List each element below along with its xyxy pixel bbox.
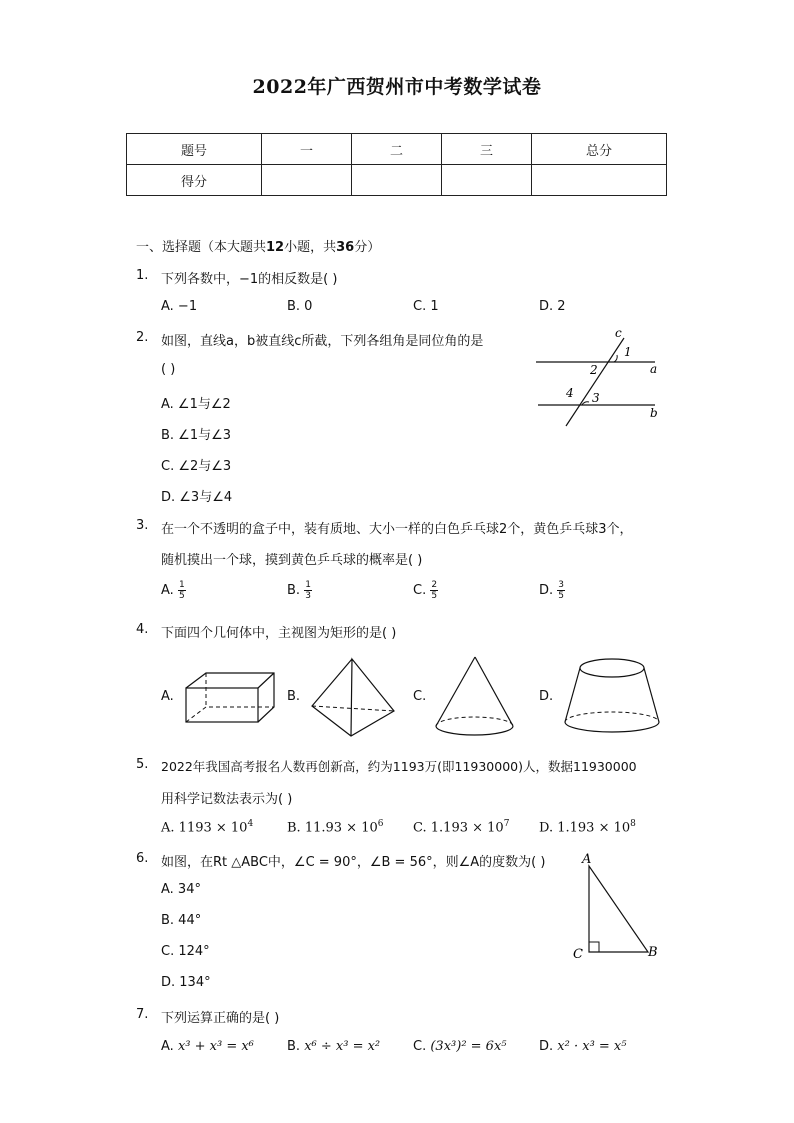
question-number: 6. — [136, 851, 149, 866]
angle-1-arc — [614, 355, 617, 362]
option-label: C. — [413, 583, 427, 598]
fraction-numerator: 3 — [558, 580, 565, 590]
question-number: 3. — [136, 518, 149, 533]
section-points: 36 — [336, 240, 355, 255]
option-expression: x³ + x³ = x⁶ — [177, 1039, 254, 1054]
table-cell — [442, 165, 532, 196]
question-text: 下列各数中，−1的相反数是( ) — [161, 272, 338, 287]
question-text-cont: 随机摸出一个球，摸到黄色乒乓球的概率是( ) — [161, 553, 423, 568]
table-cell: 二 — [352, 134, 442, 165]
table-cell — [262, 165, 352, 196]
section-prefix: 一、选择题（本大题共 — [136, 240, 267, 255]
fraction-denominator: 5 — [431, 591, 438, 601]
score-table — [126, 133, 667, 196]
option-d: D. 134° — [161, 975, 211, 990]
option-label: B. — [287, 583, 301, 598]
option-c: C. — [413, 689, 427, 704]
option-exponent: 6 — [377, 819, 384, 829]
option-label: B. — [287, 1039, 301, 1054]
option-base: 11.93 × 10 — [304, 820, 378, 836]
option-a: A. — [161, 689, 174, 704]
option-expression: (3x³)² = 6x⁵ — [430, 1039, 507, 1054]
option-d — [539, 580, 565, 601]
option-d — [539, 1039, 626, 1054]
label-a: a — [650, 362, 658, 376]
option-b — [287, 580, 312, 601]
question-text: 2022年我国高考报名人数再创新高，约为1193万(即11930000)人，数据11930000 — [161, 759, 637, 774]
fraction-numerator: 1 — [178, 580, 185, 590]
option-c: C. ∠2与∠3 — [161, 459, 232, 474]
section-count: 12 — [266, 240, 285, 255]
parallel-lines-figure — [530, 328, 670, 428]
table-cell: 一 — [262, 134, 352, 165]
question-number: 7. — [136, 1007, 149, 1022]
option-b: B. ∠1与∠3 — [161, 428, 232, 443]
option-exponent: 4 — [247, 819, 254, 829]
table-cell — [352, 165, 442, 196]
question-number: 2. — [136, 330, 149, 345]
option-d — [539, 819, 636, 835]
table-cell — [532, 165, 667, 196]
question-text: 下列运算正确的是( ) — [161, 1011, 280, 1026]
question-text: 如图，直线a，b被直线c所截，下列各组角是同位角的是 — [161, 334, 484, 349]
option-a: A. 34° — [161, 882, 201, 897]
section-heading — [136, 236, 380, 255]
option-label: A. — [161, 583, 174, 598]
option-label: C. — [413, 1039, 427, 1054]
label-B: B — [648, 945, 658, 960]
option-base: 1193 × 10 — [178, 820, 248, 836]
page-title: 2022年广西贺州市中考数学试卷 — [252, 76, 542, 98]
option-a: A. ∠1与∠2 — [161, 397, 231, 412]
option-expression: x⁶ ÷ x³ = x² — [304, 1039, 381, 1054]
option-label: D. — [539, 820, 554, 836]
option-d: D. — [539, 689, 554, 704]
option-d: D. 2 — [539, 299, 566, 314]
option-label: D. — [539, 583, 554, 598]
frustum-figure — [560, 656, 664, 740]
label-4: 4 — [566, 386, 574, 400]
option-a — [161, 1039, 254, 1054]
table-cell: 三 — [442, 134, 532, 165]
option-label: D. — [539, 1039, 554, 1054]
label-C: C — [573, 947, 583, 962]
table-row — [127, 165, 667, 196]
pyramid-figure — [306, 656, 402, 740]
label-b: b — [650, 406, 658, 420]
question-text: 在一个不透明的盒子中，装有质地、大小一样的白色乒乓球2个，黄色乒乓球3个， — [161, 522, 633, 537]
option-c — [413, 580, 438, 601]
option-exponent: 8 — [630, 819, 636, 829]
option-a — [161, 580, 186, 601]
option-base: 1.193 × 10 — [430, 820, 504, 836]
label-A: A — [582, 852, 592, 867]
table-cell: 总分 — [532, 134, 667, 165]
option-a: A. −1 — [161, 299, 198, 314]
option-b — [287, 1039, 380, 1054]
fraction-denominator: 3 — [305, 591, 311, 601]
option-expression: x² · x³ = x⁵ — [557, 1039, 627, 1054]
fraction-denominator: 5 — [178, 591, 185, 601]
fraction-numerator: 1 — [305, 580, 311, 590]
table-cell: 题号 — [127, 134, 262, 165]
fraction-numerator: 2 — [431, 580, 438, 590]
question-text: 下面四个几何体中，主视图为矩形的是( ) — [161, 626, 397, 641]
option-c — [413, 1039, 507, 1054]
label-1: 1 — [624, 345, 632, 359]
option-label: A. — [161, 820, 175, 836]
question-text-cont: 用科学记数法表示为( ) — [161, 792, 293, 807]
label-2: 2 — [590, 363, 598, 377]
question-number: 5. — [136, 757, 149, 772]
option-c: C. 124° — [161, 944, 210, 959]
label-c: c — [615, 328, 622, 340]
option-label: A. — [161, 1039, 174, 1054]
right-triangle-figure — [568, 850, 664, 962]
label-3: 3 — [592, 391, 600, 405]
option-label: C. — [413, 820, 427, 836]
option-b: B. — [287, 689, 301, 704]
cuboid-figure — [180, 668, 280, 726]
option-a — [161, 819, 253, 835]
option-c: C. 1 — [413, 299, 439, 314]
question-number: 4. — [136, 622, 149, 637]
section-suffix: 分） — [354, 240, 381, 255]
option-label: B. — [287, 820, 301, 836]
option-c — [413, 819, 509, 835]
cone-figure — [430, 654, 520, 740]
option-exponent: 7 — [503, 819, 510, 829]
section-mid: 小题，共 — [284, 240, 337, 255]
option-b: B. 44° — [161, 913, 202, 928]
table-cell: 得分 — [127, 165, 262, 196]
line-c — [566, 338, 624, 426]
question-text: 如图，在Rt △ABC中，∠C = 90°，∠B = 56°，则∠A的度数为( ) — [161, 855, 546, 870]
question-text-cont: ( ) — [161, 362, 176, 377]
question-number: 1. — [136, 268, 149, 283]
option-base: 1.193 × 10 — [557, 820, 631, 836]
fraction-denominator: 5 — [558, 591, 565, 601]
option-b — [287, 819, 383, 835]
option-d: D. ∠3与∠4 — [161, 490, 233, 505]
table-row — [127, 134, 667, 165]
option-b: B. 0 — [287, 299, 313, 314]
